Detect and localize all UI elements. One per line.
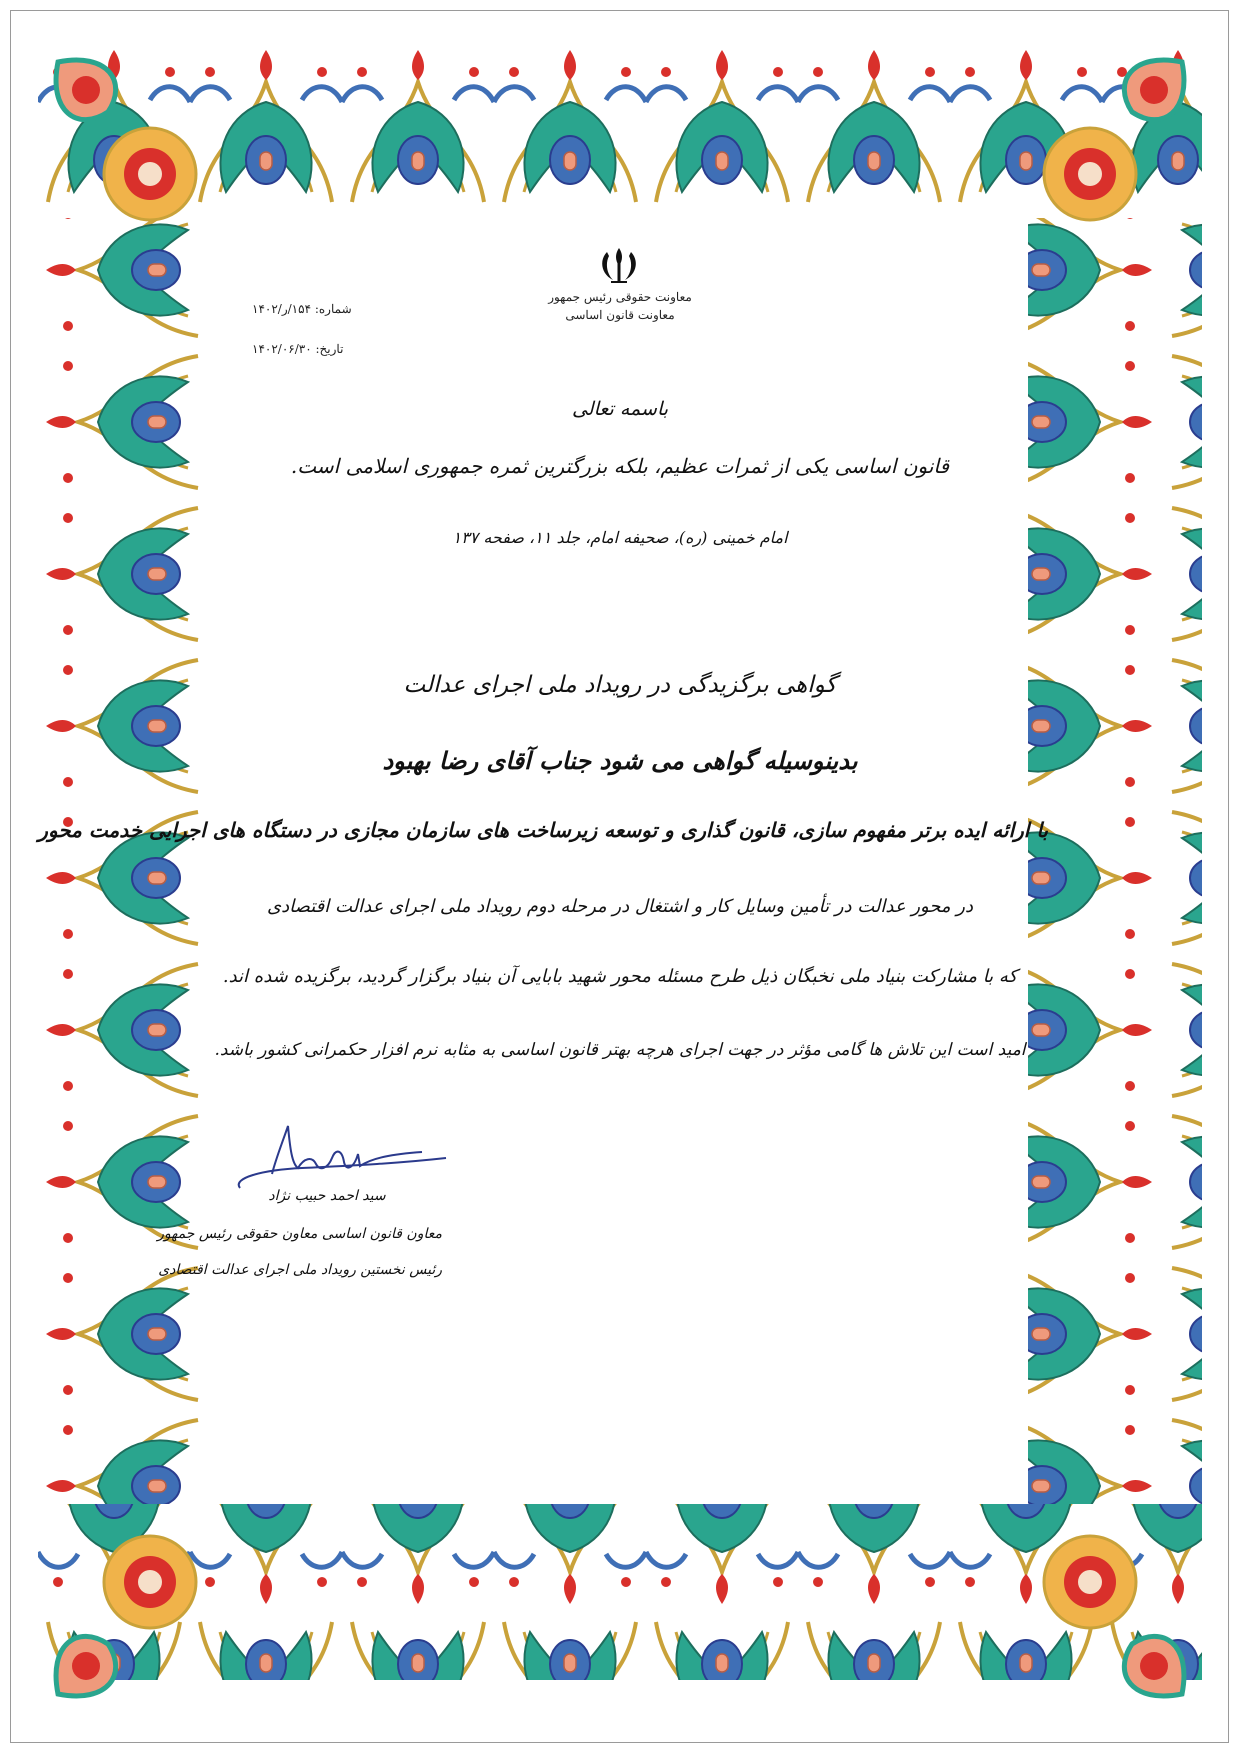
body-line-4: امید است این تلاش ها گامی مؤثر در جهت اجرای هرچه بهتر قانون اساسی به مثابه نرم افزار حکمرانی کشور باشد. bbox=[214, 1040, 1026, 1060]
date-label: تاریخ: bbox=[315, 342, 344, 356]
iran-emblem-icon bbox=[597, 246, 641, 284]
basmala: باسمه تعالی bbox=[571, 398, 669, 420]
handwritten-signature bbox=[232, 1118, 452, 1198]
body-line-2: در محور عدالت در تأمین وسایل کار و اشتغال در مرحله دوم رویداد ملی اجرای عدالت اقتصادی bbox=[267, 896, 973, 917]
certificate-content bbox=[38, 218, 1048, 1504]
signatory-role-1: معاون قانون اساسی معاون حقوقی رئیس جمهور bbox=[157, 1226, 442, 1242]
date-value: ۱۴۰۲/۰۶/۳۰ bbox=[252, 342, 312, 356]
body-line-3: که با مشارکت بنیاد ملی نخبگان ذیل طرح مسئله محور شهید بابایی آن بنیاد برگزار گردید، برگزیده شده اند. bbox=[222, 966, 1018, 987]
quote-source: امام خمینی (ره)، صحیفه امام، جلد ۱۱، صفحه ۱۳۷ bbox=[452, 528, 788, 547]
body-line-1: با ارائه ایده برتر مفهوم سازی، قانون گذاری و توسعه زیرساخت های سازمان مجازی در دستگاه های اجرایی خدمت محور bbox=[38, 818, 1048, 842]
letter-number bbox=[252, 302, 352, 316]
org-line-1: معاونت حقوقی رئیس جمهور bbox=[548, 290, 692, 304]
org-line-2: معاونت قانون اساسی bbox=[565, 308, 675, 322]
signatory-role-2: رئیس نخستین رویداد ملی اجرای عدالت اقتصادی bbox=[158, 1262, 442, 1278]
quote-text: قانون اساسی یکی از ثمرات عظیم، بلکه بزرگترین ثمره جمهوری اسلامی است. bbox=[290, 454, 950, 478]
number-label: شماره: bbox=[314, 302, 352, 316]
signatory-name: سید احمد حبیب نژاد bbox=[268, 1188, 386, 1204]
letter-date bbox=[252, 342, 343, 356]
recipient-line: بدینوسیله گواهی می شود جناب آقای رضا بهبود bbox=[382, 746, 858, 775]
number-value: ۱۵۴/ر/۱۴۰۲ bbox=[252, 302, 312, 316]
certificate-title: گواهی برگزیدگی در رویداد ملی اجرای عدالت bbox=[403, 672, 837, 698]
